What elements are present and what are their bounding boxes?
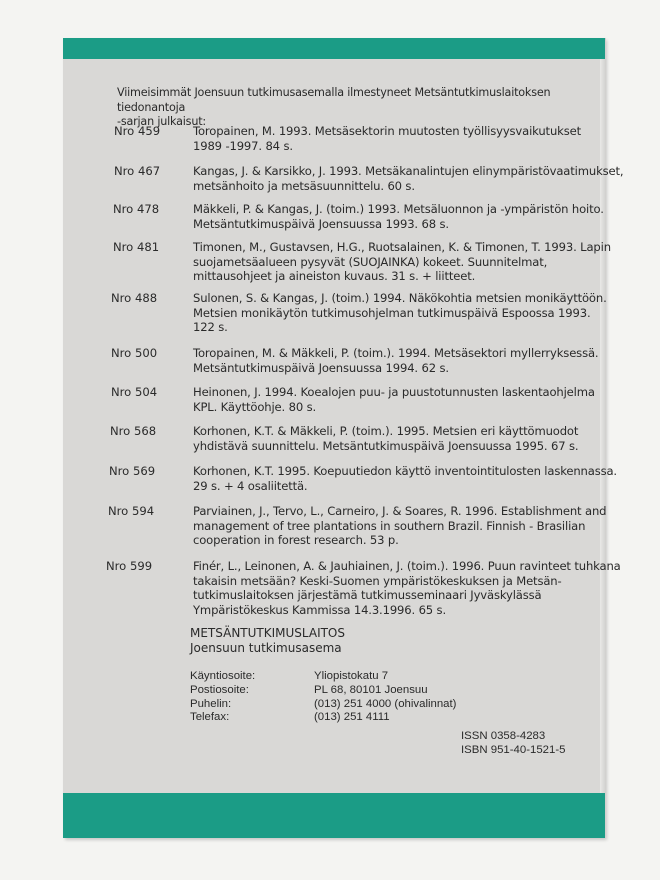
- publication-line: takaisin metsään? Keski-Suomen ympäristökeskuksen ja Metsän-: [193, 573, 562, 588]
- publication-line: Heinonen, J. 1994. Koealojen puu- ja puustotunnusten laskentaohjelma: [193, 385, 595, 399]
- contact-row: [190, 711, 520, 725]
- identifiers: [461, 730, 565, 758]
- publication-line: Toropainen, M. 1993. Metsäsektorin muutosten työllisyysvaikutukset: [193, 124, 581, 138]
- publication-line: Kangas, J. & Karsikko, J. 1993. Metsäkanalintujen elinympäristövaatimukset,: [193, 164, 624, 178]
- publication-number: Nro 467: [114, 164, 161, 178]
- publication-line: Metsäntutkimuspäivä Joensuussa 1994. 62 s.: [193, 360, 449, 375]
- institute-name: METSÄNTUTKIMUSLAITOS: [190, 626, 345, 640]
- station-name: Joensuun tutkimusasema: [190, 640, 342, 655]
- publication-line: Toropainen, M. & Mäkkeli, P. (toim.). 1994. Metsäsektori myllerryksessä.: [193, 346, 599, 360]
- contact-block: [190, 670, 520, 725]
- contact-label: Puhelin:: [190, 697, 232, 710]
- issn-number: ISSN 0358-4283: [461, 730, 546, 742]
- publication-line: KPL. Käyttöohje. 80 s.: [193, 399, 317, 414]
- publisher-block: [190, 626, 345, 655]
- publication-number: Nro 478: [113, 202, 160, 216]
- publication-line: mittausohjeet ja aineiston kuvaus. 31 s. + liitteet.: [193, 269, 476, 284]
- publication-line: Timonen, M., Gustavsen, H.G., Ruotsalainen, K. & Timonen, T. 1993. Lapin: [193, 240, 611, 254]
- publication-number: Nro 459: [114, 124, 161, 138]
- series-intro: [117, 86, 587, 130]
- contact-value: PL 68, 80101 Joensuu: [314, 683, 428, 696]
- publication-line: metsänhoito ja metsäsuunnittelu. 60 s.: [193, 178, 415, 193]
- intro-line: -sarjan julkaisut:: [117, 115, 206, 128]
- contact-value: Yliopistokatu 7: [314, 670, 389, 682]
- publication-line: Korhonen, K.T. & Mäkkeli, P. (toim.). 1995. Metsien eri käyttömuodot: [193, 424, 579, 438]
- publication-line: Parviainen, J., Tervo, L., Carneiro, J. & Soares, R. 1996. Establishment and: [193, 504, 607, 518]
- contact-row: [190, 684, 520, 698]
- publication-number: Nro 488: [111, 291, 158, 305]
- publication-number: Nro 504: [111, 385, 158, 399]
- contact-row: [190, 670, 520, 684]
- publication-number: Nro 569: [109, 464, 156, 478]
- contact-label: Telefax:: [190, 711, 230, 724]
- publication-line: Mäkkeli, P. & Kangas, J. (toim.) 1993. Metsäluonnon ja -ympäristön hoito.: [193, 202, 604, 216]
- publication-line: Ympäristökeskus Kammissa 14.3.1996. 65 s.: [193, 602, 446, 617]
- publication-number: Nro 500: [111, 346, 158, 360]
- publication-line: suojametsäalueen pysyvät (SUOJAINKA) kokeet. Suunnitelmat,: [193, 254, 548, 269]
- contact-row: [190, 698, 520, 712]
- publication-line: 1989 -1997. 84 s.: [193, 138, 293, 153]
- publication-number: Nro 481: [113, 240, 160, 254]
- isbn-number: ISBN 951-40-1521-5: [461, 743, 566, 756]
- publication-line: tutkimuslaitoksen järjestämä tutkimusseminaari Jyväskylässä: [193, 588, 542, 603]
- contact-label: Postiosoite:: [190, 683, 249, 696]
- publication-line: Metsäntutkimuspäivä Joensuussa 1993. 68 s.: [193, 216, 449, 231]
- publication-line: Korhonen, K.T. 1995. Koepuutiedon käyttö inventointitulosten laskennassa.: [193, 464, 617, 478]
- publication-number: Nro 568: [110, 424, 157, 438]
- contact-value: (013) 251 4111: [314, 711, 390, 724]
- intro-line: Viimeisimmät Joensuun tutkimusasemalla ilmestyneet Metsäntutkimuslaitoksen tiedonantoja: [117, 86, 551, 114]
- contact-value: (013) 251 4000 (ohivalinnat): [314, 697, 457, 710]
- publication-line: yhdistävä suunnittelu. Metsäntutkimuspäivä Joensuussa 1995. 67 s.: [193, 438, 579, 453]
- publication-line: management of tree plantations in southern Brazil. Finnish - Brasilian: [193, 518, 586, 533]
- publication-number: Nro 594: [108, 504, 155, 518]
- publication-number: Nro 599: [106, 559, 153, 573]
- publication-line: Metsien monikäytön tutkimusohjelman tutkimuspäivä Espoossa 1993.: [193, 305, 591, 320]
- publication-line: 29 s. + 4 osaliitettä.: [193, 478, 308, 493]
- publication-line: cooperation in forest research. 53 p.: [193, 533, 399, 548]
- publication-line: 122 s.: [193, 320, 228, 335]
- publication-line: Sulonen, S. & Kangas, J. (toim.) 1994. Näkökohtia metsien monikäyttöön.: [193, 291, 607, 305]
- publication-line: Finér, L., Leinonen, A. & Jauhiainen, J. (toim.). 1996. Puun ravinteet tuhkana: [193, 559, 621, 573]
- contact-label: Käyntiosoite:: [190, 670, 256, 682]
